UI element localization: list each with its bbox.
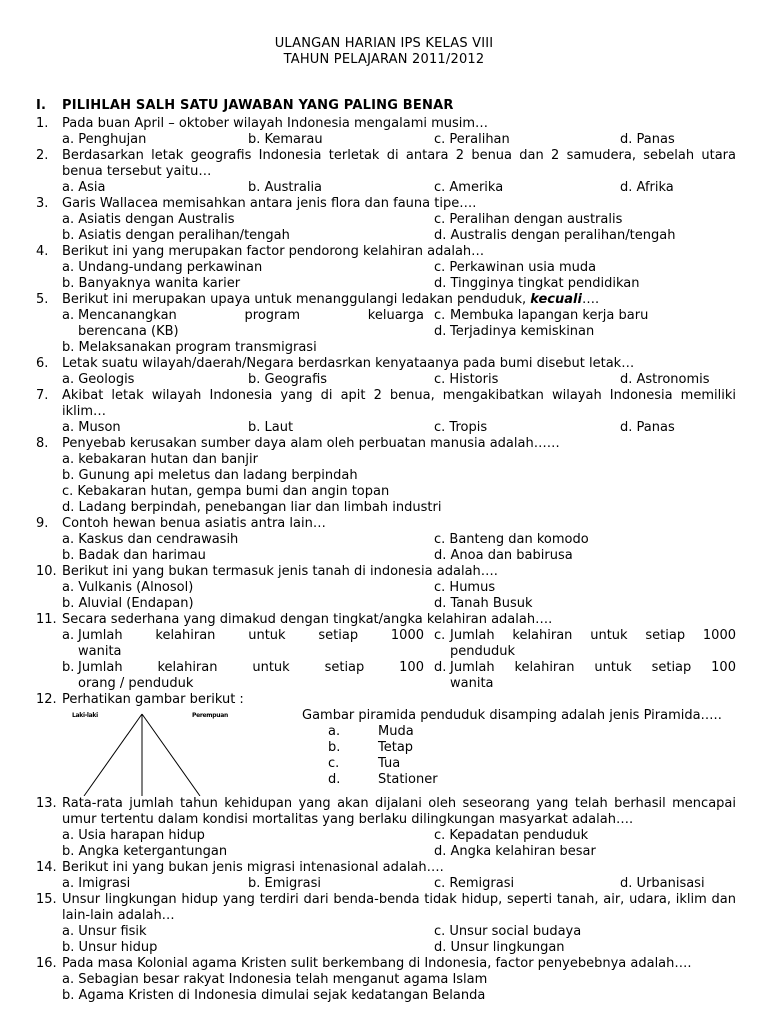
question-text: Secara sederhana yang dimakud dengan tingkat/angka kelahiran adalah…. — [62, 612, 553, 627]
option-d: d. Australis dengan peralihan/tengah — [434, 228, 676, 243]
option-d: d. Terjadinya kemiskinan — [434, 324, 595, 339]
section-numeral: I. — [36, 98, 47, 113]
pyramid-label-male: Laki-laki — [72, 712, 98, 719]
population-pyramid-figure — [62, 708, 302, 796]
question-2: 2. Berdasarkan letak geografis Indonesia terletak di antara 2 benua dan 2 samudera, sebelah utara benua tersebut yaitu… a. Asia b. Australia c. Amerika d. Afrika — [36, 148, 736, 196]
option-b: b. Banyaknya wanita karier — [62, 276, 241, 291]
side-question-text: Gambar piramida penduduk disamping adalah jenis Piramida….. — [302, 708, 722, 723]
option-b: b. Asiatis dengan peralihan/tengah — [62, 228, 290, 243]
option-d: d. Unsur lingkungan — [434, 940, 565, 955]
option-d: d. Jumlah kelahiran untuk setiap 100 wanita — [434, 660, 736, 691]
option-a: a. Mencanangkan program keluarga berencana (KB) — [62, 308, 424, 339]
question-10: 10. Berikut ini yang bukan termasuk jenis tanah di indonesia adalah…. a. Vulkanis (Alnosol) c. Humus b. Aluvial (Endapan) d. Tanah Busuk — [36, 564, 736, 612]
option-c: c. Peralihan dengan australis — [434, 212, 623, 227]
option-b: b. Agama Kristen di Indonesia dimulai sejak kedatangan Belanda — [62, 988, 486, 1003]
option-c: c. Perkawinan usia muda — [434, 260, 597, 275]
option-d: d. Panas — [620, 132, 675, 147]
option-c: c. Peralihan — [434, 132, 510, 147]
option-d: d. Urbanisasi — [620, 876, 705, 891]
option-c: c. Banteng dan komodo — [434, 532, 589, 547]
question-text: Penyebab kerusakan sumber daya alam oleh perbuatan manusia adalah…… — [62, 436, 560, 451]
option-b: b. Kemarau — [248, 132, 323, 147]
option-d: d. Astronomis — [620, 372, 710, 387]
option-a: a. Kaskus dan cendrawasih — [62, 532, 239, 547]
option-a: a. Penghujan — [62, 132, 147, 147]
question-1: 1. Pada buan April – oktober wilayah Indonesia mengalami musim… a. Penghujan b. Kemarau c. Peralihan d. Panas — [36, 116, 736, 148]
exam-year: TAHUN PELAJARAN 2011/2012 — [283, 52, 485, 67]
question-15: 15. Unsur lingkungan hidup yang terdiri dari benda-benda tidak hidup, seperti tanah, air, udara, iklim dan lain-lain adalah… a. Unsur fisik c. Unsur social budaya b. Unsur hidup d. Unsur lingkungan — [36, 892, 736, 955]
question-text: Contoh hewan benua asiatis antra lain… — [62, 516, 326, 531]
option-a: a. Asiatis dengan Australis — [62, 212, 235, 227]
pyramid-label-female: Perempuan — [192, 712, 228, 719]
option-c: c. Kepadatan penduduk — [434, 828, 589, 843]
option-b: b. Geografis — [248, 372, 328, 387]
question-8: 8. Penyebab kerusakan sumber daya alam oleh perbuatan manusia adalah…… a. kebakaran hutan dan banjir b. Gunung api meletus dan ladang berpindah c. Kebakaran hutan, gempa bumi dan angin topan d. Ladang berpindah, penebangan liar dan limbah industri — [36, 436, 736, 516]
option-a: a. Usia harapan hidup — [62, 828, 205, 843]
pyramid-triangle — [62, 708, 302, 796]
option-d: d. Angka kelahiran besar — [434, 844, 596, 859]
question-11: 11. Secara sederhana yang dimakud dengan tingkat/angka kelahiran adalah…. a. Jumlah kelahiran untuk setiap 1000 wanita c. Jumlah kelahiran untuk setiap 1000 penduduk b. Jumlah kelahiran untuk setiap 100 orang / penduduk d. Jumlah kelahiran untuk setiap 100 wanita — [36, 612, 736, 691]
option-d: d. Ladang berpindah, penebangan liar dan limbah industri — [62, 500, 442, 515]
option-a: a. Geologis — [62, 372, 135, 387]
option-c: c. Humus — [434, 580, 496, 595]
question-5: 5. Berikut ini merupakan upaya untuk menanggulangi ledakan penduduk, kecuali…. a. Mencanangkan program keluarga berencana (KB) c. Membuka lapangan kerja baru d. Terjadinya kemiskinan b. Melaksanakan program transmigrasi — [36, 292, 736, 356]
question-text: Garis Wallacea memisahkan antara jenis flora dan fauna tipe…. — [62, 196, 477, 211]
option-a: a. Muda — [328, 724, 414, 739]
option-a: a. Imigrasi — [62, 876, 131, 891]
section-heading — [36, 98, 454, 113]
option-d: d. Anoa dan babirusa — [434, 548, 573, 563]
option-b: b. Badak dan harimau — [62, 548, 206, 563]
exam-title: ULANGAN HARIAN IPS KELAS VIII — [274, 36, 494, 51]
option-b: b. Gunung api meletus dan ladang berpindah — [62, 468, 358, 483]
option-c: c. Membuka lapangan kerja baru — [434, 308, 649, 323]
question-12: 12. Perhatikan gambar berikut : Laki-laki Perempuan Gambar piramida penduduk disamping adalah jenis Piramida….. a. Muda b. Tetap c. Tua d. Stationer — [36, 692, 736, 796]
question-text: Pada buan April – oktober wilayah Indonesia mengalami musim… — [62, 116, 489, 131]
option-c: c. Remigrasi — [434, 876, 515, 891]
option-d: d. Tanah Busuk — [434, 596, 533, 611]
question-text: Berikut ini yang bukan jenis migrasi intenasional adalah…. — [62, 860, 444, 875]
option-a: a. Unsur fisik — [62, 924, 147, 939]
question-text: Letak suatu wilayah/daerah/Negara berdasrkan kenyataanya pada bumi disebut letak… — [62, 356, 635, 371]
question-text: Berikut ini merupakan upaya untuk menanggulangi ledakan penduduk, kecuali…. — [62, 292, 600, 307]
question-9: 9. Contoh hewan benua asiatis antra lain… a. Kaskus dan cendrawasih c. Banteng dan komodo b. Badak dan harimau d. Anoa dan babirusa — [36, 516, 736, 564]
option-d: d. Stationer — [328, 772, 438, 787]
option-b: b. Jumlah kelahiran untuk setiap 100 orang / penduduk — [62, 660, 424, 691]
option-c: c. Tua — [328, 756, 401, 771]
option-d: d. Tingginya tingkat pendidikan — [434, 276, 640, 291]
question-text: Pada masa Kolonial agama Kristen sulit berkembang di Indonesia, factor penyebebnya adalah…. — [62, 956, 692, 971]
option-b: b. Emigrasi — [248, 876, 321, 891]
question-text: Rata-rata jumlah tahun kehidupan yang akan dijalani oleh seseorang yang telah berhasil mencapai umur tertentu dalam kondisi mortalitas yang berlaku dilingkungan masyarkat adalah…. — [62, 796, 736, 827]
option-a: a. Vulkanis (Alnosol) — [62, 580, 194, 595]
option-a: a. Undang-undang perkawinan — [62, 260, 263, 275]
question-4: 4. Berikut ini yang merupakan factor pendorong kelahiran adalah… a. Undang-undang perkawinan c. Perkawinan usia muda b. Banyaknya wanita karier d. Tingginya tingkat pendidikan — [36, 244, 736, 292]
emphasis-except: kecuali — [530, 292, 582, 307]
question-list — [36, 116, 736, 1004]
question-6: 6. Letak suatu wilayah/daerah/Negara berdasrkan kenyataanya pada bumi disebut letak… a. Geologis b. Geografis c. Historis d. Astronomis — [36, 356, 736, 388]
option-c: c. Amerika — [434, 180, 504, 195]
section-title: PILIHLAH SALH SATU JAWABAN YANG PALING BENAR — [62, 98, 454, 113]
option-a: a. kebakaran hutan dan banjir — [62, 452, 258, 467]
option-c: c. Tropis — [434, 420, 488, 435]
option-a: a. Asia — [62, 180, 106, 195]
option-a: a. Sebagian besar rakyat Indonesia telah menganut agama Islam — [62, 972, 488, 987]
question-text: Berikut ini yang bukan termasuk jenis tanah di indonesia adalah…. — [62, 564, 498, 579]
option-c: c. Kebakaran hutan, gempa bumi dan angin topan — [62, 484, 390, 499]
question-14: 14. Berikut ini yang bukan jenis migrasi intenasional adalah…. a. Imigrasi b. Emigrasi c. Remigrasi d. Urbanisasi — [36, 860, 736, 892]
option-c: c. Jumlah kelahiran untuk setiap 1000 penduduk — [434, 628, 736, 659]
option-b: b. Angka ketergantungan — [62, 844, 228, 859]
question-text: Berdasarkan letak geografis Indonesia terletak di antara 2 benua dan 2 samudera, sebelah utara benua tersebut yaitu… — [62, 148, 736, 179]
option-a: a. Muson — [62, 420, 121, 435]
question-text: Akibat letak wilayah Indonesia yang di apit 2 benua, mengakibatkan wilayah Indonesia memiliki iklim… — [62, 388, 736, 419]
option-b: b. Unsur hidup — [62, 940, 158, 955]
option-a: a. Jumlah kelahiran untuk setiap 1000 wanita — [62, 628, 424, 659]
option-b: b. Tetap — [328, 740, 414, 755]
question-12-side — [302, 708, 736, 796]
option-b: b. Aluvial (Endapan) — [62, 596, 194, 611]
question-13: 13. Rata-rata jumlah tahun kehidupan yang akan dijalani oleh seseorang yang telah berhasil mencapai umur tertentu dalam kondisi mortalitas yang berlaku dilingkungan masyarkat adalah…. a. Usia harapan hidup c. Kepadatan penduduk b. Angka ketergantungan d. Angka kelahiran besar — [36, 796, 736, 859]
option-d: d. Panas — [620, 420, 675, 435]
option-c: c. Unsur social budaya — [434, 924, 582, 939]
question-text: Berikut ini yang merupakan factor pendorong kelahiran adalah… — [62, 244, 485, 259]
question-16: 16. Pada masa Kolonial agama Kristen sulit berkembang di Indonesia, factor penyebebnya adalah…. a. Sebagian besar rakyat Indonesia telah menganut agama Islam b. Agama Kristen di Indonesia dimulai sejak kedatangan Belanda — [36, 956, 736, 1004]
question-7: 7. Akibat letak wilayah Indonesia yang di apit 2 benua, mengakibatkan wilayah Indonesia memiliki iklim… a. Muson b. Laut c. Tropis d. Panas — [36, 388, 736, 436]
option-b: b. Melaksanakan program transmigrasi — [62, 340, 317, 355]
option-b: b. Australia — [248, 180, 323, 195]
question-text: Unsur lingkungan hidup yang terdiri dari benda-benda tidak hidup, seperti tanah, air, udara, iklim dan lain-lain adalah… — [62, 892, 736, 923]
question-3: 3. Garis Wallacea memisahkan antara jenis flora dan fauna tipe…. a. Asiatis dengan Australis c. Peralihan dengan australis b. Asiatis dengan peralihan/tengah d. Australis dengan peralihan/tengah — [36, 196, 736, 244]
option-d: d. Afrika — [620, 180, 674, 195]
option-c: c. Historis — [434, 372, 499, 387]
question-text: Perhatikan gambar berikut : — [62, 692, 244, 707]
exam-header — [0, 36, 768, 68]
option-b: b. Laut — [248, 420, 294, 435]
